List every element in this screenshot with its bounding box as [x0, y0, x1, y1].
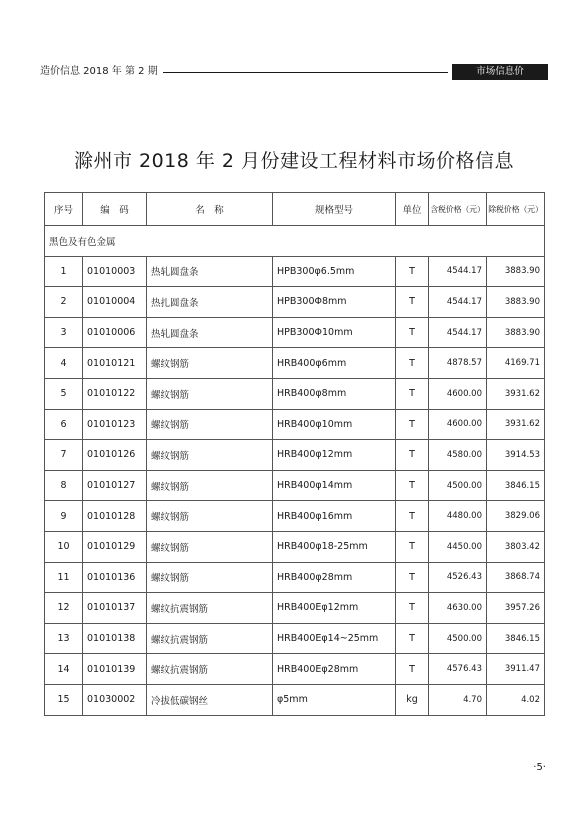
- cell-spec: HRB400Eφ12mm: [273, 593, 396, 624]
- cell-tax-price: 4500.00: [429, 623, 487, 654]
- page-title: 滁州市 2018 年 2 月份建设工程材料市场价格信息: [73, 150, 515, 172]
- col-header-no: 序号: [45, 193, 83, 226]
- cell-spec: HRB400φ12mm: [273, 440, 396, 471]
- cell-tax-price: 4.70: [429, 684, 487, 715]
- cell-name: 冷拔低碳钢丝: [147, 684, 273, 715]
- price-table: [44, 192, 545, 716]
- cell-tax-price: 4480.00: [429, 501, 487, 532]
- cell-tax-price: 4544.17: [429, 287, 487, 318]
- col-header-unit: 单位: [396, 193, 429, 226]
- cell-unit: T: [396, 562, 429, 593]
- running-header: [40, 64, 548, 80]
- cell-tax-price: 4500.00: [429, 470, 487, 501]
- cell-spec: φ5mm: [273, 684, 396, 715]
- cell-no: 10: [45, 531, 83, 562]
- cell-unit: T: [396, 654, 429, 685]
- cell-no: 8: [45, 470, 83, 501]
- cell-net-price: 3931.62: [487, 409, 545, 440]
- cell-spec: HRB400Eφ14~25mm: [273, 623, 396, 654]
- cell-no: 7: [45, 440, 83, 471]
- cell-unit: T: [396, 348, 429, 379]
- cell-unit: T: [396, 287, 429, 318]
- cell-code: 01010121: [83, 348, 147, 379]
- cell-no: 15: [45, 684, 83, 715]
- cell-code: 01010136: [83, 562, 147, 593]
- cell-unit: T: [396, 378, 429, 409]
- cell-spec: HRB400φ10mm: [273, 409, 396, 440]
- cell-tax-price: 4450.00: [429, 531, 487, 562]
- cell-tax-price: 4630.00: [429, 593, 487, 624]
- cell-no: 1: [45, 256, 83, 287]
- cell-no: 9: [45, 501, 83, 532]
- cell-code: 01010122: [83, 378, 147, 409]
- cell-tax-price: 4600.00: [429, 409, 487, 440]
- cell-name: 螺纹钢筋: [147, 501, 273, 532]
- col-header-spec: 规格型号: [273, 193, 396, 226]
- cell-no: 4: [45, 348, 83, 379]
- cell-tax-price: 4526.43: [429, 562, 487, 593]
- cell-tax-price: 4576.43: [429, 654, 487, 685]
- cell-unit: T: [396, 623, 429, 654]
- header-rule: [163, 72, 448, 73]
- cell-unit: T: [396, 440, 429, 471]
- table-row: [45, 348, 545, 379]
- cell-net-price: 3911.47: [487, 654, 545, 685]
- cell-code: 01010129: [83, 531, 147, 562]
- cell-no: 11: [45, 562, 83, 593]
- cell-code: 01010138: [83, 623, 147, 654]
- cell-code: 01010127: [83, 470, 147, 501]
- table-row: [45, 654, 545, 685]
- cell-no: 6: [45, 409, 83, 440]
- cell-net-price: 3803.42: [487, 531, 545, 562]
- cell-code: 01010004: [83, 287, 147, 318]
- cell-name: 热扎圆盘条: [147, 287, 273, 318]
- cell-no: 14: [45, 654, 83, 685]
- table-row: [45, 501, 545, 532]
- col-header-net-price: 除税价格（元）: [487, 193, 545, 226]
- cell-name: 螺纹钢筋: [147, 348, 273, 379]
- cell-tax-price: 4600.00: [429, 378, 487, 409]
- cell-name: 螺纹钢筋: [147, 378, 273, 409]
- cell-unit: T: [396, 317, 429, 348]
- cell-code: 01010126: [83, 440, 147, 471]
- table-row: [45, 409, 545, 440]
- table-row: [45, 623, 545, 654]
- cell-no: 5: [45, 378, 83, 409]
- cell-name: 螺纹抗震钢筋: [147, 623, 273, 654]
- table-row: [45, 531, 545, 562]
- cell-net-price: 3931.62: [487, 378, 545, 409]
- cell-unit: kg: [396, 684, 429, 715]
- table-row: [45, 440, 545, 471]
- cell-net-price: 3846.15: [487, 623, 545, 654]
- table-row: [45, 684, 545, 715]
- cell-no: 12: [45, 593, 83, 624]
- cell-spec: HRB400φ14mm: [273, 470, 396, 501]
- cell-no: 2: [45, 287, 83, 318]
- cell-code: 01010006: [83, 317, 147, 348]
- cell-spec: HRB400φ6mm: [273, 348, 396, 379]
- cell-unit: T: [396, 470, 429, 501]
- cell-name: 螺纹钢筋: [147, 440, 273, 471]
- cell-net-price: 4.02: [487, 684, 545, 715]
- cell-name: 螺纹钢筋: [147, 562, 273, 593]
- table-row: [45, 256, 545, 287]
- cell-spec: HRB400φ8mm: [273, 378, 396, 409]
- page-number: ·5·: [533, 762, 546, 773]
- cell-name: 螺纹钢筋: [147, 470, 273, 501]
- cell-no: 13: [45, 623, 83, 654]
- cell-unit: T: [396, 531, 429, 562]
- cell-net-price: 3914.53: [487, 440, 545, 471]
- table-row: [45, 378, 545, 409]
- cell-net-price: 3883.90: [487, 287, 545, 318]
- cell-net-price: 3846.15: [487, 470, 545, 501]
- col-header-name: 名 称: [147, 193, 273, 226]
- cell-name: 螺纹抗震钢筋: [147, 654, 273, 685]
- cell-tax-price: 4580.00: [429, 440, 487, 471]
- journal-issue: 造价信息 2018 年 第 2 期: [40, 66, 158, 77]
- cell-no: 3: [45, 317, 83, 348]
- cell-name: 螺纹钢筋: [147, 531, 273, 562]
- cell-code: 01030002: [83, 684, 147, 715]
- cell-code: 01010137: [83, 593, 147, 624]
- cell-net-price: 3883.90: [487, 317, 545, 348]
- table-row: [45, 593, 545, 624]
- cell-code: 01010128: [83, 501, 147, 532]
- cell-name: 螺纹抗震钢筋: [147, 593, 273, 624]
- table-row: [45, 470, 545, 501]
- cell-spec: HPB300φ6.5mm: [273, 256, 396, 287]
- cell-unit: T: [396, 501, 429, 532]
- table-header-row: [45, 193, 545, 226]
- cell-net-price: 3883.90: [487, 256, 545, 287]
- cell-net-price: 3868.74: [487, 562, 545, 593]
- cell-tax-price: 4544.17: [429, 317, 487, 348]
- cell-net-price: 3957.26: [487, 593, 545, 624]
- cell-code: 01010123: [83, 409, 147, 440]
- col-header-tax-price: 含税价格（元）: [429, 193, 487, 226]
- col-header-code: 编 码: [83, 193, 147, 226]
- cell-spec: HRB400φ28mm: [273, 562, 396, 593]
- cell-name: 热轧圆盘条: [147, 317, 273, 348]
- category-label: 黑色及有色金属: [45, 226, 545, 257]
- cell-spec: HRB400φ18-25mm: [273, 531, 396, 562]
- cell-spec: HRB400φ16mm: [273, 501, 396, 532]
- table-row: [45, 287, 545, 318]
- cell-spec: HRB400Eφ28mm: [273, 654, 396, 685]
- cell-name: 螺纹钢筋: [147, 409, 273, 440]
- cell-tax-price: 4878.57: [429, 348, 487, 379]
- cell-net-price: 3829.06: [487, 501, 545, 532]
- cell-unit: T: [396, 409, 429, 440]
- cell-code: 01010139: [83, 654, 147, 685]
- section-badge: 市场信息价: [452, 64, 548, 80]
- cell-tax-price: 4544.17: [429, 256, 487, 287]
- cell-spec: HPB300Φ8mm: [273, 287, 396, 318]
- cell-name: 热轧圆盘条: [147, 256, 273, 287]
- table-row: [45, 562, 545, 593]
- cell-unit: T: [396, 593, 429, 624]
- cell-spec: HPB300Φ10mm: [273, 317, 396, 348]
- category-row: [45, 226, 545, 257]
- cell-unit: T: [396, 256, 429, 287]
- cell-net-price: 4169.71: [487, 348, 545, 379]
- table-row: [45, 317, 545, 348]
- cell-code: 01010003: [83, 256, 147, 287]
